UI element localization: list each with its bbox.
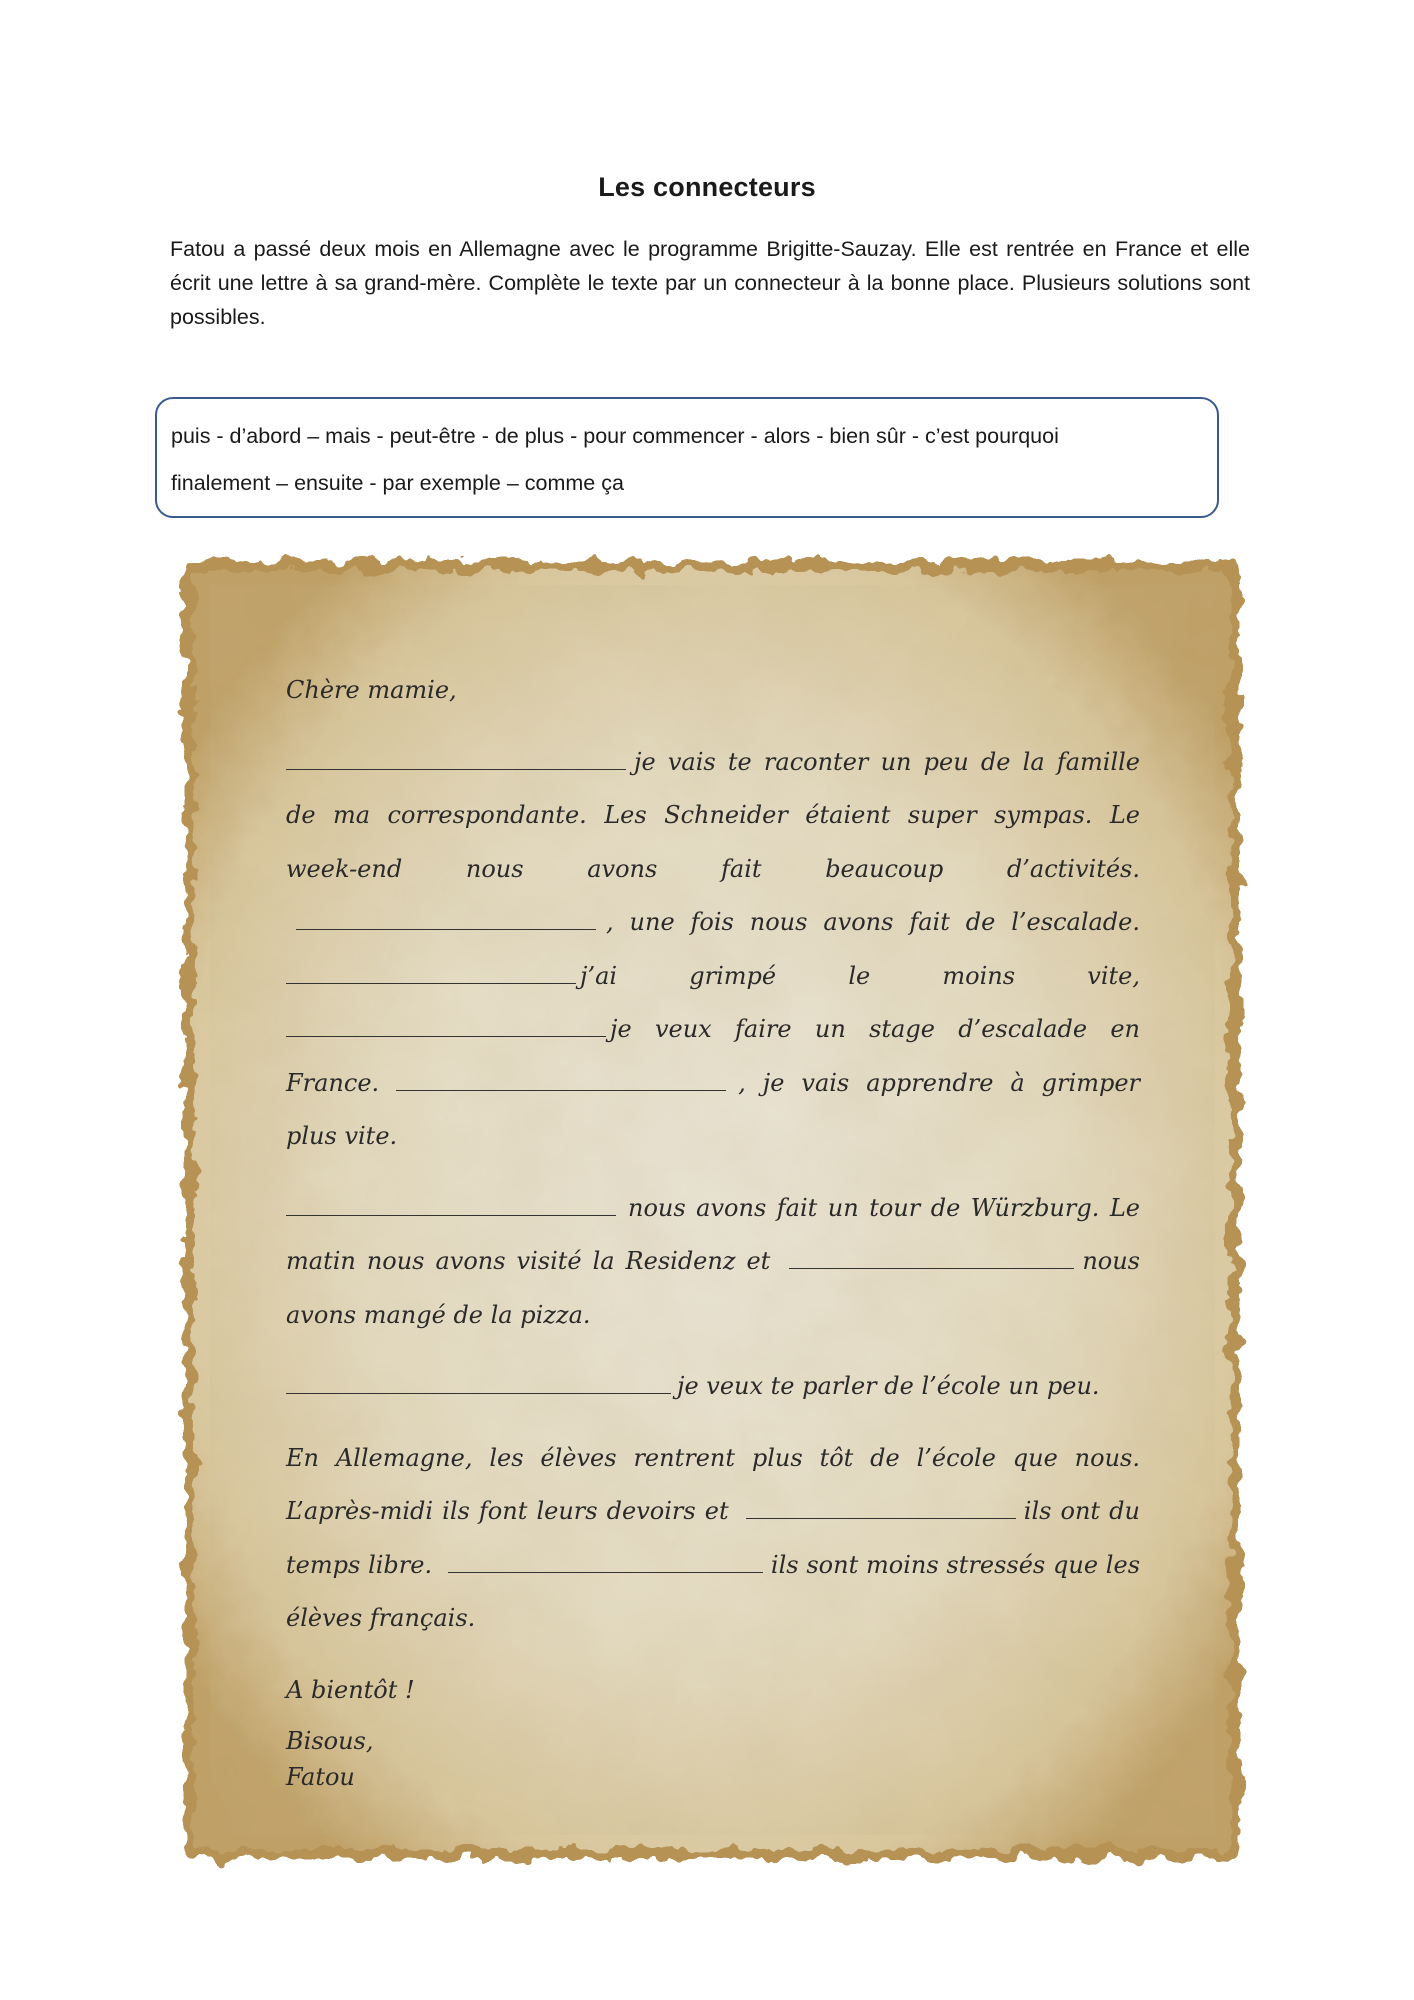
blank-5[interactable] xyxy=(396,1064,726,1091)
blank-8[interactable] xyxy=(286,1367,671,1394)
letter-signoff: Bisous, xyxy=(286,1727,374,1755)
instructions: Fatou a passé deux mois en Allemagne avec le programme Brigitte-Sauzay. Elle est rentrée en France et elle écrit une lettre à sa grand-mère. Complète le texte par un connecteur à la bonne place. Plusieurs solutions sont possibles. xyxy=(170,237,1250,329)
letter-paragraph-4 xyxy=(286,1432,1140,1646)
letter-text: je veux faire un stage d’escalade en France. xyxy=(286,1015,1140,1097)
blank-7[interactable] xyxy=(789,1242,1074,1269)
letter-signature: Fatou xyxy=(286,1763,355,1791)
letter-text: , je vais apprendre à grimper plus vite. xyxy=(286,1068,1140,1150)
blank-9[interactable] xyxy=(746,1492,1016,1519)
blank-3[interactable] xyxy=(286,957,576,984)
letter-body xyxy=(286,664,1140,1795)
letter-closing: A bientôt ! xyxy=(286,1675,415,1704)
blank-4[interactable] xyxy=(286,1010,606,1037)
letter-paragraph-3 xyxy=(286,1360,1140,1414)
letter-paragraph-1 xyxy=(286,736,1140,1164)
word-bank-box xyxy=(155,397,1219,518)
letter-text: nous avons fait un tour de Würzburg. Le matin nous avons visité la Residenz et xyxy=(286,1193,1140,1275)
letter-text: j’ai grimpé le moins vite, xyxy=(580,961,1140,990)
letter-text: je veux te parler de l’école un peu. xyxy=(677,1372,1100,1400)
blank-10[interactable] xyxy=(448,1546,763,1573)
letter-text: , une fois nous avons fait de l’escalade. xyxy=(606,908,1140,936)
page-title: Les connecteurs xyxy=(598,172,816,202)
letter-signature-block xyxy=(286,1723,1140,1795)
blank-6[interactable] xyxy=(286,1189,616,1216)
word-bank-line-1: puis - d’abord – mais - peut-être - de plus - pour commencer - alors - bien sûr - c’est pourquoi xyxy=(171,424,1059,448)
letter-text: nous avons mangé de la pizza. xyxy=(286,1247,1140,1329)
word-bank-line-2: finalement – ensuite - par exemple – comme ça xyxy=(171,471,624,495)
letter-greeting: Chère mamie, xyxy=(286,676,457,704)
letter-text: je vais te raconter un peu de la famille de ma correspondante. Les Schneider étaient super sympas. Le week-end nous avons fait beaucoup d’activités. xyxy=(286,747,1140,883)
blank-2[interactable] xyxy=(296,903,596,930)
letter-paragraph-2 xyxy=(286,1182,1140,1343)
blank-1[interactable] xyxy=(286,743,626,770)
letter-text: ils sont moins stressés que les élèves français. xyxy=(286,1550,1141,1632)
letter-text: ils ont du temps libre. xyxy=(286,1497,1140,1579)
letter-text: En Allemagne, les élèves rentrent plus tôt de l’école que nous. L’après-midi ils font leurs devoirs et xyxy=(286,1443,1140,1525)
